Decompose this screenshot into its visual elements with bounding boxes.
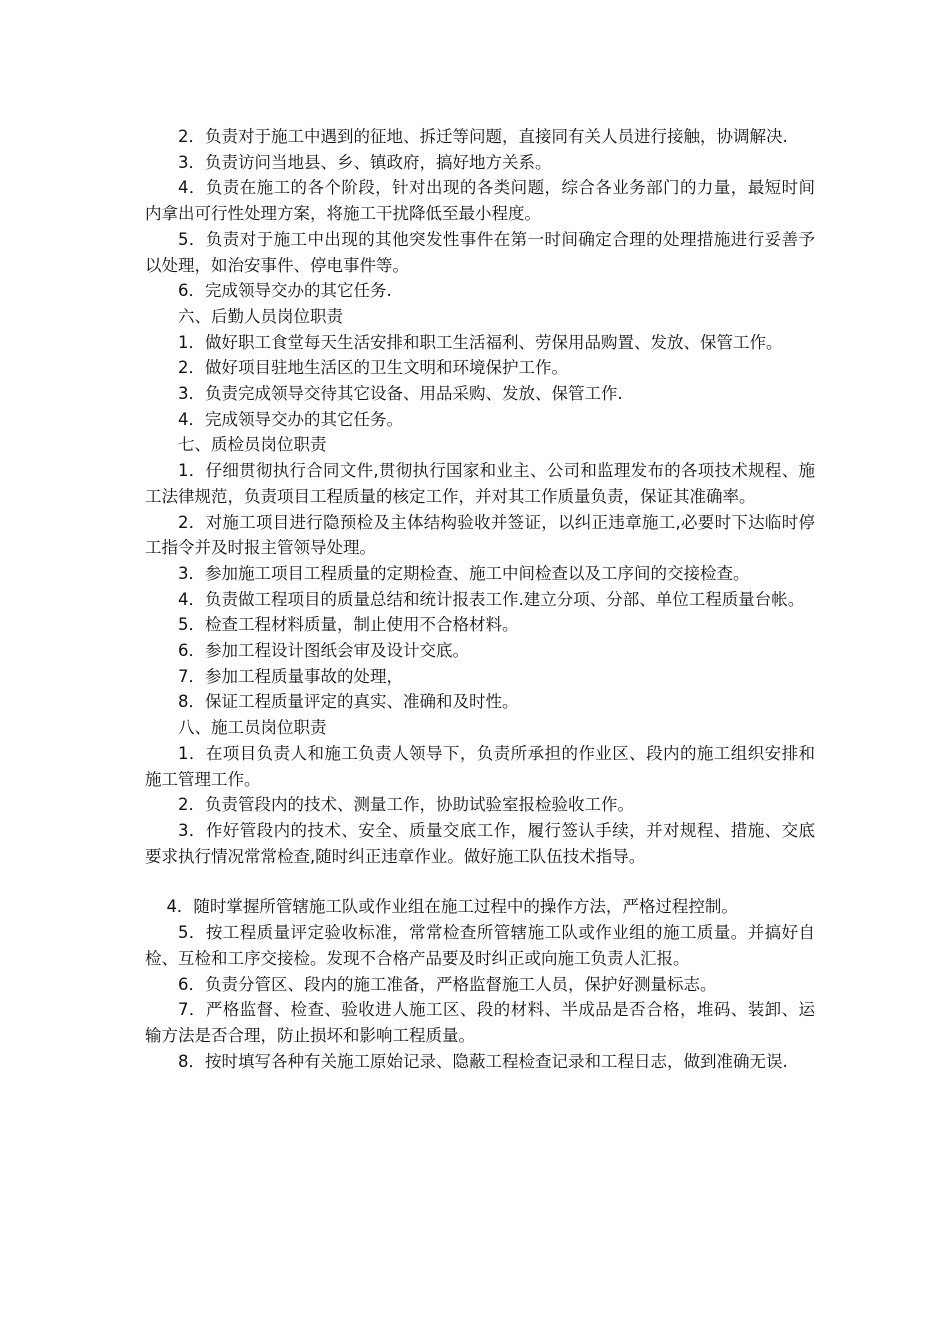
paragraph: 1．在项目负责人和施工负责人领导下，负责所承担的作业区、段内的施工组织安排和施工管理工作。: [145, 743, 815, 789]
paragraph: 6．负责分管区、段内的施工准备，严格监督施工人员，保护好测量标志。: [178, 974, 717, 994]
paragraph: 4．负责做工程项目的质量总结和统计报表工作.建立分项、分部、单位工程质量台帐。: [178, 589, 805, 609]
paragraph: 5．负责对于施工中出现的其他突发性事件在第一时间确定合理的处理措施进行妥善予以处理，如治安事件、停电事件等。: [145, 229, 815, 275]
paragraph: 1．仔细贯彻执行合同文件,贯彻执行国家和业主、公司和监理发布的各项技术规程、施工法律规范，负责项目工程质量的核定工作，并对其工作质量负责，保证其准确率。: [145, 461, 815, 506]
paragraph-gap: [145, 869, 815, 894]
paragraph: 2．负责对于施工中遇到的征地、拆迁等问题，直接同有关人员进行接触，协调解决.: [178, 127, 788, 146]
paragraph: 4．完成领导交办的其它任务。: [178, 409, 403, 429]
section-heading: 七、质检员岗位职责: [178, 435, 327, 455]
paragraph: 2．负责管段内的技术、测量工作，协助试验室报检验收工作。: [178, 795, 634, 815]
paragraph: 6．完成领导交办的其它任务.: [178, 281, 392, 301]
paragraph: 4．随时掌握所管辖施工队或作业组在施工过程中的操作方法，严格过程控制。: [166, 897, 738, 917]
section-heading: 八、施工员岗位职责: [178, 718, 327, 738]
paragraph: 7．严格监督、检查、验收进人施工区、段的材料、半成品是否合格，堆码、装卸、运输方法是否合理，防止损坏和影响工程质量。: [145, 1000, 815, 1045]
paragraph: 3．作好管段内的技术、安全、质量交底工作，履行签认手续，并对规程、措施、交底要求执行情况常常检查,随时纠正违章作业。做好施工队伍技术指导。: [145, 820, 815, 866]
paragraph: 1．做好职工食堂每天生活安排和职工生活福利、劳保用品购置、发放、保管工作。: [178, 332, 783, 352]
paragraph: 2．做好项目驻地生活区的卫生文明和环境保护工作。: [178, 358, 568, 378]
document-body: [145, 124, 815, 1074]
paragraph: 4．负责在施工的各个阶段，针对出现的各类问题，综合各业务部门的力量，最短时间内拿出可行性处理方案，将施工干扰降低至最小程度。: [145, 178, 815, 224]
paragraph: 8．保证工程质量评定的真实、准确和及时性。: [178, 692, 519, 712]
paragraph: 5．按工程质量评定验收标准，常常检查所管辖施工队或作业组的施工质量。并搞好自检、互检和工序交接检。发现不合格产品要及时纠正或向施工负责人汇报。: [145, 923, 815, 968]
paragraph: 8．按时填写各种有关施工原始记录、隐蔽工程检查记录和工程日志，做到准确无误.: [178, 1051, 788, 1071]
paragraph: 2．对施工项目进行隐预检及主体结构验收并签证，以纠正违章施工,必要时下达临时停工指令并及时报主管领导处理。: [145, 512, 815, 558]
paragraph: 6．参加工程设计图纸会审及设计交底。: [178, 641, 469, 661]
paragraph: 3．负责访问当地县、乡、镇政府，搞好地方关系。: [178, 152, 552, 172]
paragraph: 3．参加施工项目工程质量的定期检查、施工中间检查以及工序间的交接检查。: [178, 563, 750, 583]
section-heading: 六、后勤人员岗位职责: [178, 306, 343, 326]
paragraph: 3．负责完成领导交待其它设备、用品采购、发放、保管工作.: [178, 384, 623, 404]
paragraph: 5．检查工程材料质量，制止使用不合格材料。: [178, 615, 519, 635]
paragraph: 7．参加工程质量事故的处理，: [178, 666, 403, 686]
